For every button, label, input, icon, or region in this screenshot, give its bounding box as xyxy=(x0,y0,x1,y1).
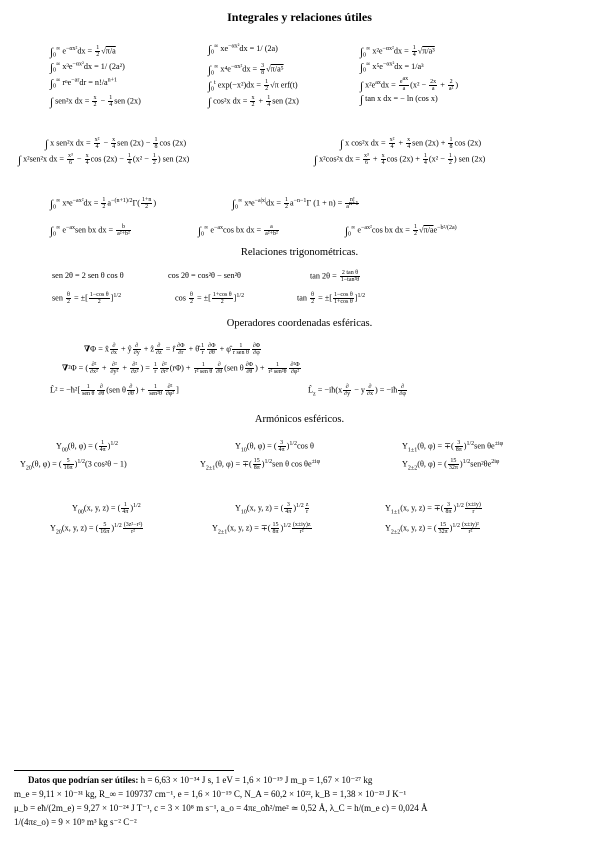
formula-sin-half: sen $\frac{\theta}{2}$ = ±[ $\frac{\text{1−cos θ}}{2}$ ]$^{1/2}$ xyxy=(52,292,122,306)
formula-Y1pm1-angle: $Y_{1\pm 1}(\theta$, φ) = ∓( $\frac{3}{8\pi}$ )$^{1/2}$sen $\theta e^{\pm i\varphi}$ xyxy=(402,440,504,454)
formula-sin2: ∫ sen²x dx = $\frac{x}{2}$ − $\frac{1}{4}$ sen (2x) xyxy=(50,95,141,109)
formula-Y10-cart: $Y_{10}(x$, y, z) = ( $\frac{3}{4\pi}$ )$^{1/2}$ $\frac{z}{r}$ xyxy=(235,502,309,516)
formula-gauss-1: $\int_0^\infty$ $e^{-\alpha x^2}dx$ = $\frac{1}{2}$ √π/a xyxy=(50,45,116,59)
formula-tan2theta: tan 2θ = $\frac{\text{2 tan θ}}{\text{1−tan²θ}}$ xyxy=(310,270,360,284)
formula-laplacian: ∇²Φ = ( ∂² ∂x² + ∂² ∂y² + ∂² ∂z² ) = $\frac{1}{r}$ ∂² ∂r² (rΦ) + 1 r² sen θ ∂ ∂θ (sen θ $\frac{\partial\Phi}{\partial\theta}$ ) + 1 r² sen²θ $\frac{\text{∂²Φ}}{\text{∂φ²}}$ xyxy=(62,362,300,376)
formula-gauss-cos: $\int_0^\infty$ $e^{-ax^2}\cos$ bx dx = $\frac{1}{2}$ $√\pi/ae^{-b^2/(2a)}$ xyxy=(345,224,457,238)
formula-cos2theta: cos 2θ = cos²θ − sen²θ xyxy=(168,271,241,280)
constants-line-1-text: h = 6,63 × 10⁻³⁴ J s, 1 eV = 1,6 × 10⁻¹⁹ J m_p = 1,67 × 10⁻²⁷ kg xyxy=(140,775,373,785)
section-trig-heading: Relaciones trigonométricas. xyxy=(240,247,359,258)
formula-gamma: $\int_0^\infty$ $r^ne^{-ar}dr = n!/a^{n+1}$ xyxy=(50,77,117,90)
formula-Y00-cart: $Y_{00}(x$, y, z) = ( $\frac{1}{4\pi}$ )$^{1/2}$ xyxy=(72,502,141,516)
section-harmonics-heading: Armónicos esféricos. xyxy=(254,414,345,425)
formula-exp-cos: $\int_0^\infty$ $e^{-ax}\cos$ bx dx = $\frac{a}{\text{a²+b²}}$ xyxy=(198,224,278,238)
formula-tan: ∫ tan x dx = − ln (cos x) xyxy=(360,94,438,106)
formula-sin2theta: sen 2θ = 2 sen θ cos θ xyxy=(52,271,124,280)
formula-Y10-angle: $Y_{10}(\theta$, φ) = ( $\frac{3}{4\pi}$ )$^{1/2}$cos θ xyxy=(235,440,314,454)
formula-x2-exp: ∫ $x^2e^{ax}dx$ = $e^{ax}$ a (x² − $\frac{2x}{a}$ + $\frac{2}{\text{a²}}$ ) xyxy=(360,76,459,93)
constants-line-4: 1/(4πε_o) = 9 × 10⁹ m³ kg s⁻² C⁻² xyxy=(14,817,137,827)
formula-L2: L̂² = −ħ²[ 1 sen θ ∂ ∂θ (sen θ ∂ ∂θ ) + 1 sen²θ ∂² ∂φ² ] xyxy=(50,384,179,398)
formula-gamma-gauss: $\int_0^\infty$ xⁿe$^{-ax^2}$dx = $\frac{1}{2}$ $a^{-(n+1)/2}\Gamma$( $\frac{1+n}{2}$ ) xyxy=(50,197,157,211)
formula-x-cos2: ∫ x cos²x dx = $\frac{\text{x²}}{4}$ + $\frac{x}{4}$ sen (2x) + $\frac{1}{8}$ cos (2x) xyxy=(340,137,482,151)
footer-divider xyxy=(14,770,234,771)
formula-cos-half: cos $\frac{\theta}{2}$ = ±[ $\frac{\text{1+cos θ}}{2}$ ]$^{1/2}$ xyxy=(175,292,245,306)
formula-Y20-angle: $Y_{20}(\theta$, φ) = ( $\frac{5}{16\pi}$ )$^{1/2}$(3 cos²θ − 1) xyxy=(20,458,127,472)
formula-gauss-6: $\int_0^\infty$ $x^5e^{-\alpha x^2}dx = 1/a^3$ xyxy=(360,61,424,74)
formula-cos2: ∫ cos²x dx = $\frac{x}{2}$ + $\frac{1}{4}$ sen (2x) xyxy=(208,95,299,109)
formula-erf: $\int_0^t$ exp(−x²)dx = $\frac{1}{2}$ √π erf(t) xyxy=(208,79,298,93)
formula-Y2pm2-angle: $Y_{2\pm 2}(\theta$, φ) = ( $\frac{15}{32\pi}$ )$^{1/2}sen^2\theta e^{2i\varphi}$ xyxy=(402,458,500,472)
formula-Y00-angle: $Y_{00}(\theta$, φ) = ( $\frac{1}{4\pi}$ )$^{1/2}$ xyxy=(56,440,118,454)
formula-gauss-5: $\int_0^\infty$ $x^4e^{-\alpha x^2}dx$ = $\frac{3}{8}$ √π/a⁵ xyxy=(208,63,284,77)
formula-Y2pm2-cart: $Y_{2\pm 2}(x$, y, z) = ( $\frac{15}{32\pi}$ )$^{1/2}$ $\frac{\text{(x±iy)²}}{\text{r²}}$ xyxy=(385,522,479,536)
formula-Y2pm1-cart: $Y_{2\pm 1}(x$, y, z) = ∓( $\frac{15}{8\pi}$ )$^{1/2}$ $\frac{(x\pm iy)z}{\text{r²}}$ xyxy=(212,522,311,536)
formula-x2-sin2: ∫ x²sen²x dx = $\frac{\text{x³}}{6}$ − $\frac{x}{4}$ cos (2x) − $\frac{1}{4}$ (x² − $\frac{1}{2}$ ) sen (2x) xyxy=(18,153,190,167)
constants-line-2: m_e = 9,11 × 10⁻³¹ kg, R_∞ = 109737 cm⁻¹, e = 1,6 × 10⁻¹⁹ C, N_A = 60,2 × 10²², k_B = 1,38 × 10⁻²³ J K⁻¹ xyxy=(14,789,407,799)
constants-line-1 xyxy=(28,776,372,785)
formula-abs-exp: $\int_0^\infty$ xⁿe$^{-a|x|}$dx = $\frac{1}{2}$ $a^{-n-1}\Gamma$ (1 + n) = $\frac{n!}{a^{n+1}}$ xyxy=(232,197,359,211)
constants-heading: Datos que podrían ser útiles: xyxy=(28,775,139,785)
section-spherical-heading: Operadores coordenadas esféricas. xyxy=(226,318,373,329)
formula-Y1pm1-cart: $Y_{1\pm 1}(x$, y, z) = ∓( $\frac{3}{8\pi}$ )$^{1/2}$ $\frac{(x\pm iy)}{r}$ xyxy=(385,502,481,516)
constants-line-3: μ_b = eħ/(2m_e) = 9,27 × 10⁻²⁴ J T⁻¹, c = 3 × 10⁸ m s⁻¹, a_o = 4πε_oħ²/me² ≃ 0,52 Å, λ_C = h/(m_e c) = 0,024 Å xyxy=(14,803,428,813)
formula-Lz: $L̂_z$ = −iħ(x ∂ ∂y − y ∂ ∂x ) = −iħ ∂ ∂φ xyxy=(308,384,406,398)
formula-x2-cos2: ∫ x²cos²x dx = $\frac{\text{x³}}{6}$ + $\frac{x}{4}$ cos (2x) + $\frac{1}{4}$ (x² − $\frac{1}{2}$ ) sen (2x) xyxy=(314,153,486,167)
formula-Y20-cart: $Y_{20}(x$, y, z) = ( $\frac{5}{16\pi}$ )$^{1/2}$ $\frac{\text{(3z²−r²)}}{\text{r²}}$ xyxy=(50,522,143,536)
formula-exp-sin: $\int_0^\infty$ $e^{-ax}sen$ bx dx = $\frac{b}{\text{a²+b²}}$ xyxy=(50,224,130,238)
formula-x-sin2: ∫ x sen²x dx = $\frac{\text{x²}}{4}$ − $\frac{x}{4}$ sen (2x) − $\frac{1}{8}$ cos (2x) xyxy=(45,137,187,151)
formula-Y2pm1-angle: $Y_{2\pm 1}(\theta$, φ) = ∓( $\frac{15}{8\pi}$ )$^{1/2}$sen θ $\cos \theta e^{\pm i\varphi}$ xyxy=(200,458,321,472)
formula-tan-half: tan $\frac{\theta}{2}$ = ±[ $\frac{\text{1−cos θ}}{\text{1+cos θ}}$ ]$^{1/2}$ xyxy=(297,292,366,306)
formula-gauss-4: $\int_0^\infty$ $x^3e^{-\alpha x^2}dx = 1/$ (2a²) xyxy=(50,61,125,74)
formula-gauss-2: $\int_0^\infty$ $xe^{-\alpha x^2}dx = 1/$ (2a) xyxy=(208,43,278,56)
page-title: Integrales y relaciones útiles xyxy=(227,10,372,24)
formula-gradient: ∇Φ = x̂ ∂ ∂x + ŷ ∂ ∂y + ẑ ∂ ∂z = r̂ $\frac{\partial\Phi}{\partial r}$ + θ̂ $\frac{1}{r}$ $\frac{\partial\Phi}{\partial\theta}$ + φ̂ 1 r sen θ $\frac{\partial\Phi}{\partial\varphi}$ xyxy=(84,343,261,357)
formula-gauss-3: $\int_0^\infty$ $x^2e^{-\alpha x^2}dx$ = $\frac{1}{4}$ √π/a³ xyxy=(360,45,435,59)
